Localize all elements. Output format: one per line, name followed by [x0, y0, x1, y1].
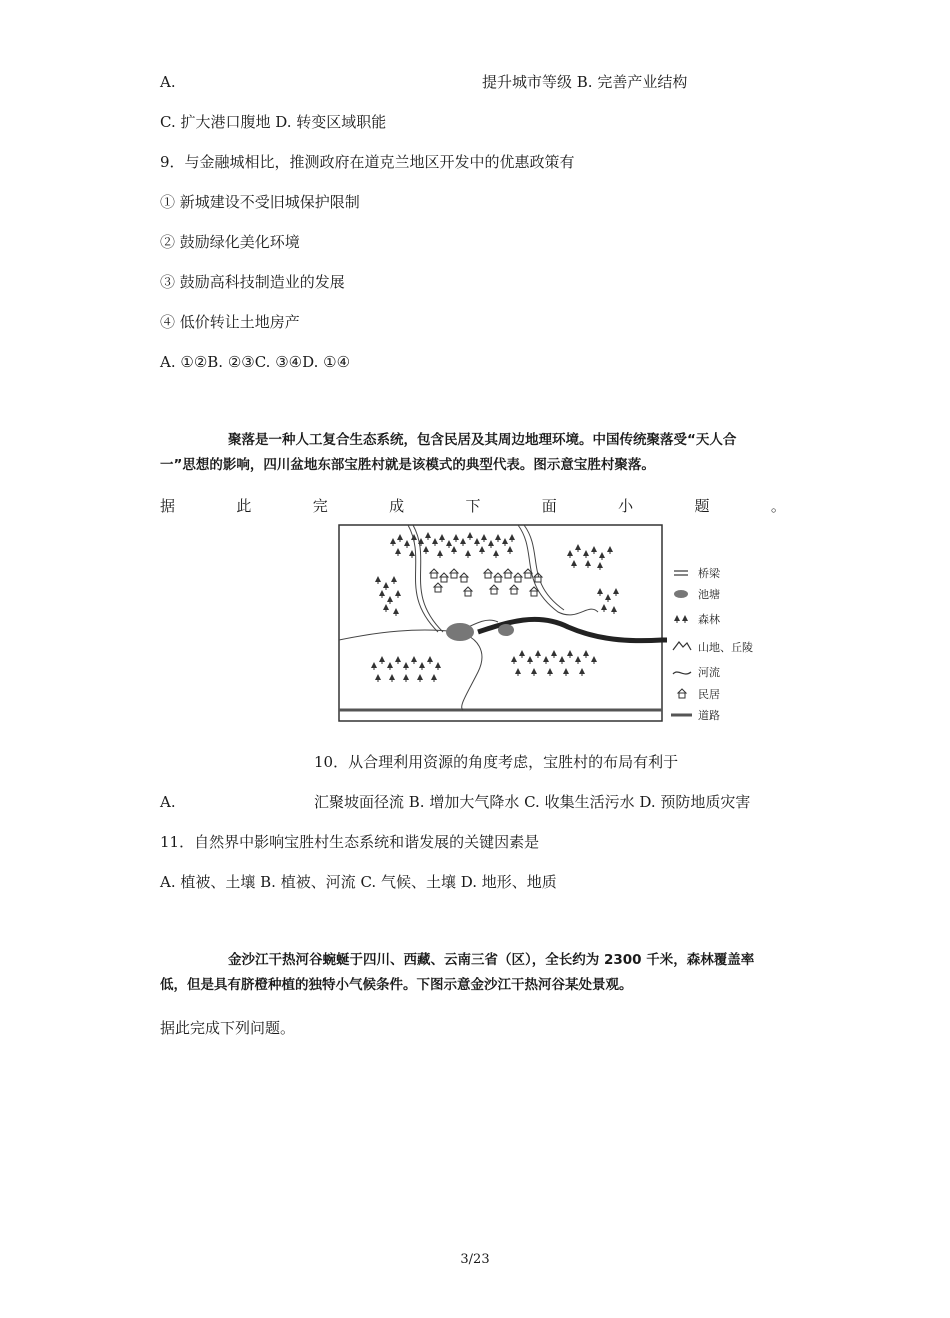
legend-forest: [674, 612, 720, 626]
q9-item-3: ③ 鼓励高科技制造业的发展: [160, 273, 345, 291]
pond: [446, 623, 474, 641]
legend-river: [673, 665, 720, 679]
instruction-char: 成: [389, 497, 405, 515]
legend-house: [678, 688, 720, 701]
legend-label-pond: 池塘: [698, 588, 720, 601]
q11-options: A. 植被、土壤 B. 植被、河流 C. 气候、土壤 D. 地形、地质: [160, 873, 557, 891]
q9-item-2: ② 鼓励绿化美化环境: [160, 233, 300, 251]
q8-option-a-label: A.: [160, 73, 176, 91]
instruction-char: 题: [694, 497, 710, 515]
instruction-char: 完: [312, 497, 328, 515]
legend-label-house: 民居: [698, 688, 720, 701]
pond: [498, 624, 514, 636]
legend-road: [671, 709, 720, 722]
legend-label-river: 河流: [698, 666, 720, 679]
passage2-line2: 低，但是具有脐橙种植的独特小气候条件。下图示意金沙江干热河谷某处景观。: [160, 977, 633, 993]
legend-label-bridge: 桥梁: [698, 567, 720, 580]
passage2-instruction: 据此完成下列问题。: [160, 1019, 296, 1037]
instruction-char: 面: [541, 497, 557, 515]
village-map: [338, 522, 768, 724]
passage2-line1: 金沙江干热河谷蜿蜒于四川、西藏、云南三省（区），全长约为 2300 千米，森林覆盖率: [228, 952, 755, 968]
q10-option-a-label: A.: [160, 793, 176, 811]
q8-options-a-b: 提升城市等级 B. 完善产业结构: [482, 73, 688, 91]
instruction-char: 。: [770, 497, 786, 515]
legend-bridge: [674, 566, 721, 580]
passage1-instruction: [160, 496, 786, 516]
q8-options-c-d: C. 扩大港口腹地 D. 转变区域职能: [160, 113, 387, 131]
passage1-line2: 一”思想的影响，四川盆地东部宝胜村就是该模式的典型代表。图示意宝胜村聚落。: [160, 457, 655, 473]
legend-pond: [674, 587, 720, 601]
map-legend: [671, 566, 753, 722]
legend-label-forest: 森林: [698, 613, 720, 626]
q10-stem: 10．从合理利用资源的角度考虑，宝胜村的布局有利于: [314, 753, 679, 771]
q9-answers: A. ①②B. ②③C. ③④D. ①④: [160, 353, 351, 371]
q9-item-4: ④ 低价转让土地房产: [160, 313, 300, 331]
instruction-char: 据: [160, 497, 176, 515]
instruction-char: 小: [618, 497, 634, 515]
q10-options: 汇聚坡面径流 B. 增加大气降水 C. 收集生活污水 D. 预防地质灾害: [314, 793, 751, 811]
legend-mountain: [673, 640, 753, 654]
q11-stem: 11．自然界中影响宝胜村生态系统和谐发展的关键因素是: [160, 833, 540, 851]
page-number: 3/23: [460, 1252, 490, 1267]
instruction-char: 下: [465, 497, 481, 515]
passage1-line1: 聚落是一种人工复合生态系统，包含民居及其周边地理环境。中国传统聚落受“天人合: [228, 432, 737, 448]
q9-item-1: ① 新城建设不受旧城保护限制: [160, 193, 360, 211]
q9-stem: 9．与金融城相比，推测政府在道克兰地区开发中的优惠政策有: [160, 153, 575, 171]
legend-label-road: 道路: [698, 709, 720, 722]
legend-label-mountain: 山地、丘陵: [698, 641, 753, 654]
instruction-char: 此: [236, 497, 252, 515]
